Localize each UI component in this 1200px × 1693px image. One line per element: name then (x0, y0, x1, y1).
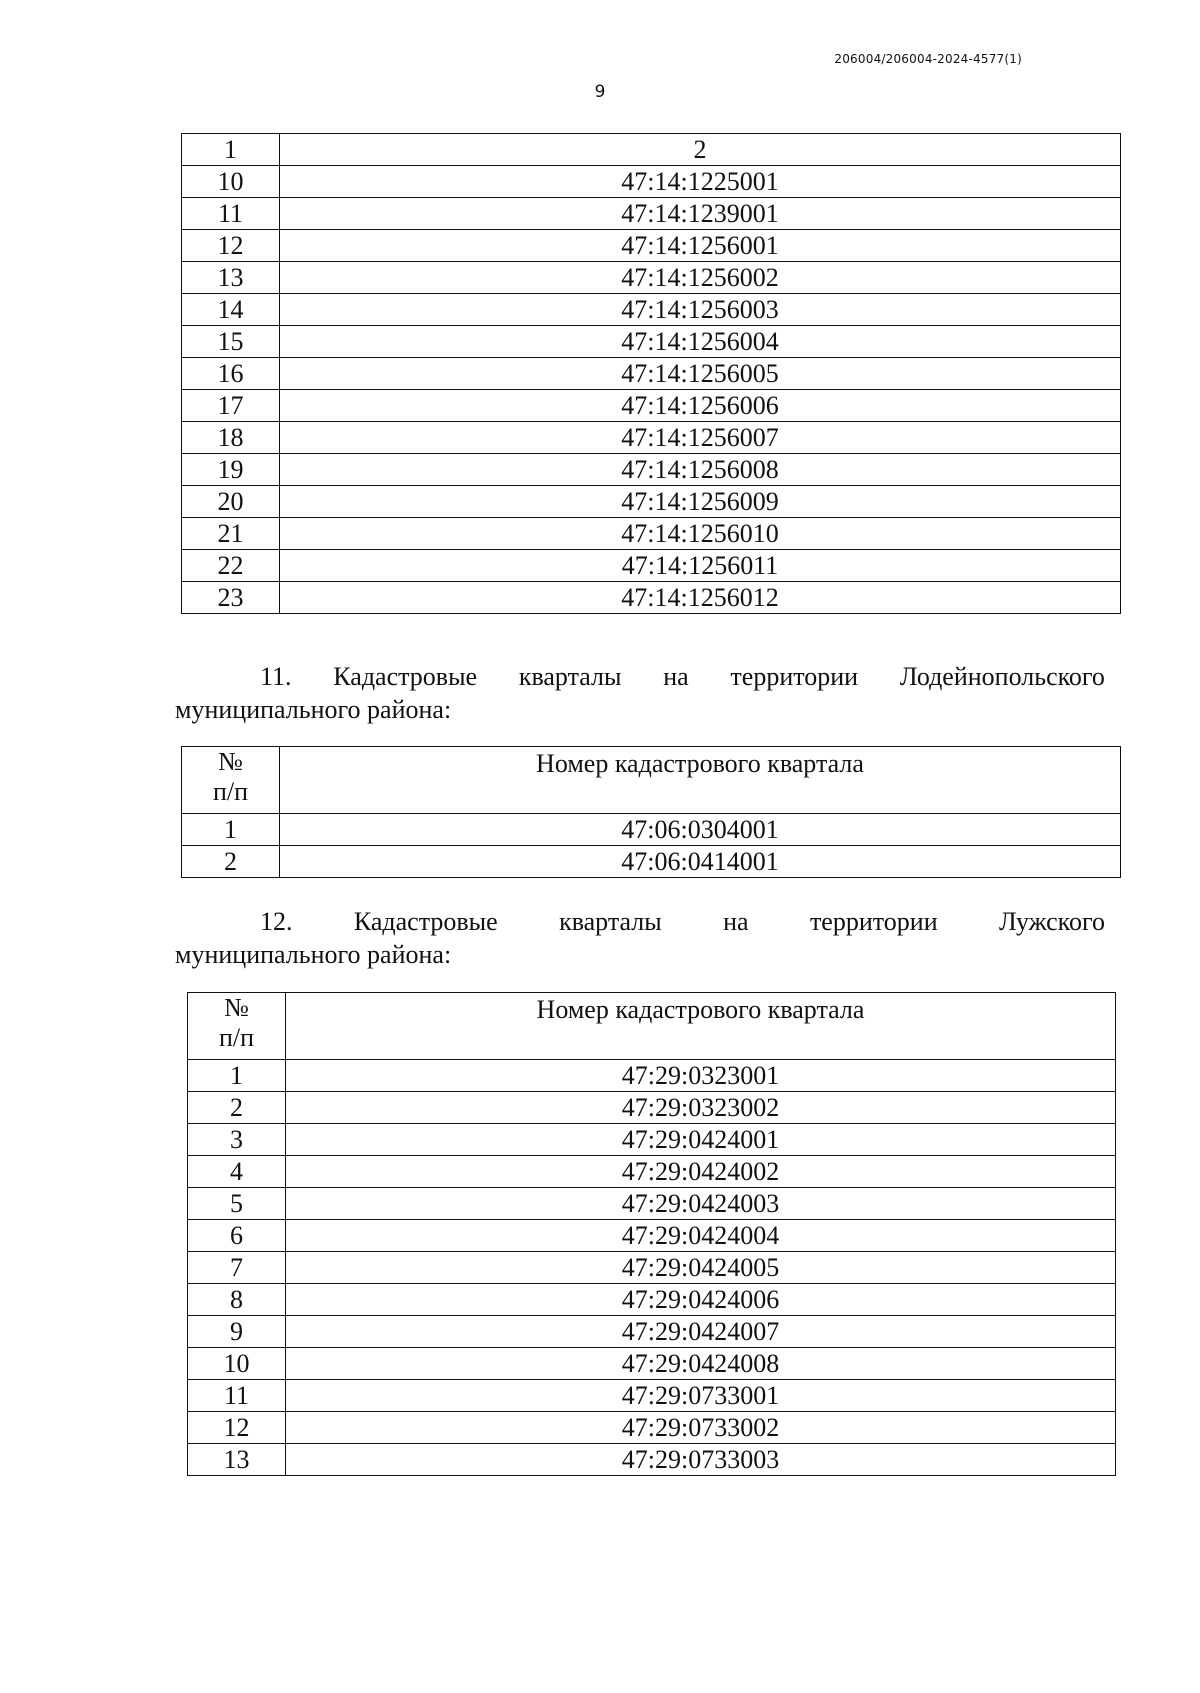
row-number: 12 (182, 230, 280, 262)
cadastral-code: 47:14:1256003 (280, 294, 1121, 326)
table-row (188, 1284, 1116, 1316)
section-12-heading-line1 (175, 905, 1105, 938)
cadastral-code: 47:14:1256010 (280, 518, 1121, 550)
table-row (182, 582, 1121, 614)
cadastral-code: 47:29:0424003 (286, 1188, 1116, 1220)
table-row (182, 454, 1121, 486)
table-row (188, 1316, 1116, 1348)
row-number: 20 (182, 486, 280, 518)
table-header-row (188, 993, 1116, 1060)
header-number-sign: № (224, 993, 249, 1022)
row-number: 19 (182, 454, 280, 486)
row-number: 3 (188, 1124, 286, 1156)
table-row (182, 230, 1121, 262)
page-number: 9 (594, 82, 606, 102)
cadastral-code: 47:14:1256012 (280, 582, 1121, 614)
column-number-2: 2 (280, 134, 1121, 166)
cadastral-code: 47:14:1225001 (280, 166, 1121, 198)
header-row-number (188, 993, 286, 1060)
cadastral-table-lodeynopolsky (181, 746, 1121, 878)
cadastral-code: 47:29:0424006 (286, 1284, 1116, 1316)
row-number: 15 (182, 326, 280, 358)
heading-word: Кадастровые (353, 907, 498, 936)
row-number: 11 (188, 1380, 286, 1412)
table-row (188, 1348, 1116, 1380)
row-number: 17 (182, 390, 280, 422)
row-number: 5 (188, 1188, 286, 1220)
table-header-row (182, 747, 1121, 814)
cadastral-table-continued (181, 133, 1121, 614)
section-11-heading (175, 660, 1105, 726)
table-row (182, 550, 1121, 582)
heading-word: на (663, 662, 689, 691)
cadastral-code: 47:14:1256006 (280, 390, 1121, 422)
cadastral-code: 47:14:1256009 (280, 486, 1121, 518)
header-pp: п/п (218, 1023, 255, 1052)
table-row (188, 1380, 1116, 1412)
cadastral-code: 47:29:0733002 (286, 1412, 1116, 1444)
row-number: 6 (188, 1220, 286, 1252)
section-12-heading (175, 905, 1105, 971)
row-number: 1 (188, 1060, 286, 1092)
table-row (182, 166, 1121, 198)
cadastral-code: 47:14:1256004 (280, 326, 1121, 358)
table-row (182, 198, 1121, 230)
row-number: 4 (188, 1156, 286, 1188)
row-number: 11 (182, 198, 280, 230)
row-number: 18 (182, 422, 280, 454)
table-row (188, 1124, 1116, 1156)
cadastral-code: 47:29:0733001 (286, 1380, 1116, 1412)
header-quarter-number: Номер кадастрового квартала (286, 993, 1116, 1060)
cadastral-code: 47:29:0424004 (286, 1220, 1116, 1252)
cadastral-code: 47:14:1256005 (280, 358, 1121, 390)
row-number: 13 (188, 1444, 286, 1476)
heading-word: Лодейнопольского (899, 662, 1105, 691)
cadastral-code: 47:06:0414001 (280, 846, 1121, 878)
row-number: 10 (182, 166, 280, 198)
cadastral-code: 47:14:1256011 (280, 550, 1121, 582)
header-pp: п/п (212, 777, 249, 806)
cadastral-code: 47:29:0424007 (286, 1316, 1116, 1348)
row-number: 16 (182, 358, 280, 390)
table-row (182, 846, 1121, 878)
row-number: 9 (188, 1316, 286, 1348)
cadastral-code: 47:29:0424001 (286, 1124, 1116, 1156)
table-row (188, 1252, 1116, 1284)
table-row (182, 390, 1121, 422)
table-row (188, 1412, 1116, 1444)
row-number: 12 (188, 1412, 286, 1444)
cadastral-table-luzhsky (187, 992, 1116, 1476)
section-number: 11. (260, 662, 292, 691)
table-row (182, 326, 1121, 358)
cadastral-code: 47:14:1239001 (280, 198, 1121, 230)
header-row-number (182, 747, 280, 814)
table-row (182, 294, 1121, 326)
cadastral-code: 47:06:0304001 (280, 814, 1121, 846)
row-number: 1 (182, 814, 280, 846)
row-number: 8 (188, 1284, 286, 1316)
heading-word: Кадастровые (333, 662, 478, 691)
table-row (188, 1092, 1116, 1124)
table-row (188, 1060, 1116, 1092)
cadastral-code: 47:14:1256007 (280, 422, 1121, 454)
row-number: 7 (188, 1252, 286, 1284)
header-number-sign: № (218, 747, 243, 776)
table-row (182, 486, 1121, 518)
cadastral-code: 47:29:0323001 (286, 1060, 1116, 1092)
cadastral-code: 47:14:1256008 (280, 454, 1121, 486)
row-number: 14 (182, 294, 280, 326)
row-number: 2 (182, 846, 280, 878)
row-number: 23 (182, 582, 280, 614)
column-number-1: 1 (182, 134, 280, 166)
cadastral-code: 47:29:0424008 (286, 1348, 1116, 1380)
cadastral-code: 47:29:0733003 (286, 1444, 1116, 1476)
column-number-row (182, 134, 1121, 166)
document-id: 206004/206004-2024-4577(1) (834, 52, 1022, 66)
section-12-heading-line2: муниципального района: (175, 940, 452, 969)
heading-word: Лужского (998, 907, 1105, 936)
table-row (188, 1220, 1116, 1252)
row-number: 21 (182, 518, 280, 550)
cadastral-code: 47:14:1256002 (280, 262, 1121, 294)
heading-word: на (723, 907, 749, 936)
table-row (182, 814, 1121, 846)
table-row (188, 1188, 1116, 1220)
section-11-heading-line1 (175, 660, 1105, 693)
heading-word: кварталы (559, 907, 662, 936)
table-row (182, 518, 1121, 550)
cadastral-code: 47:29:0424005 (286, 1252, 1116, 1284)
table-row (188, 1156, 1116, 1188)
row-number: 13 (182, 262, 280, 294)
cadastral-code: 47:29:0424002 (286, 1156, 1116, 1188)
row-number: 2 (188, 1092, 286, 1124)
header-quarter-number: Номер кадастрового квартала (280, 747, 1121, 814)
section-11-heading-line2: муниципального района: (175, 695, 452, 724)
heading-word: кварталы (518, 662, 622, 691)
table-row (182, 422, 1121, 454)
heading-word: территории (809, 907, 938, 936)
heading-word: территории (730, 662, 859, 691)
row-number: 22 (182, 550, 280, 582)
cadastral-code: 47:14:1256001 (280, 230, 1121, 262)
table-row (182, 262, 1121, 294)
table-row (188, 1444, 1116, 1476)
table-row (182, 358, 1121, 390)
row-number: 10 (188, 1348, 286, 1380)
section-number: 12. (260, 907, 293, 936)
cadastral-code: 47:29:0323002 (286, 1092, 1116, 1124)
